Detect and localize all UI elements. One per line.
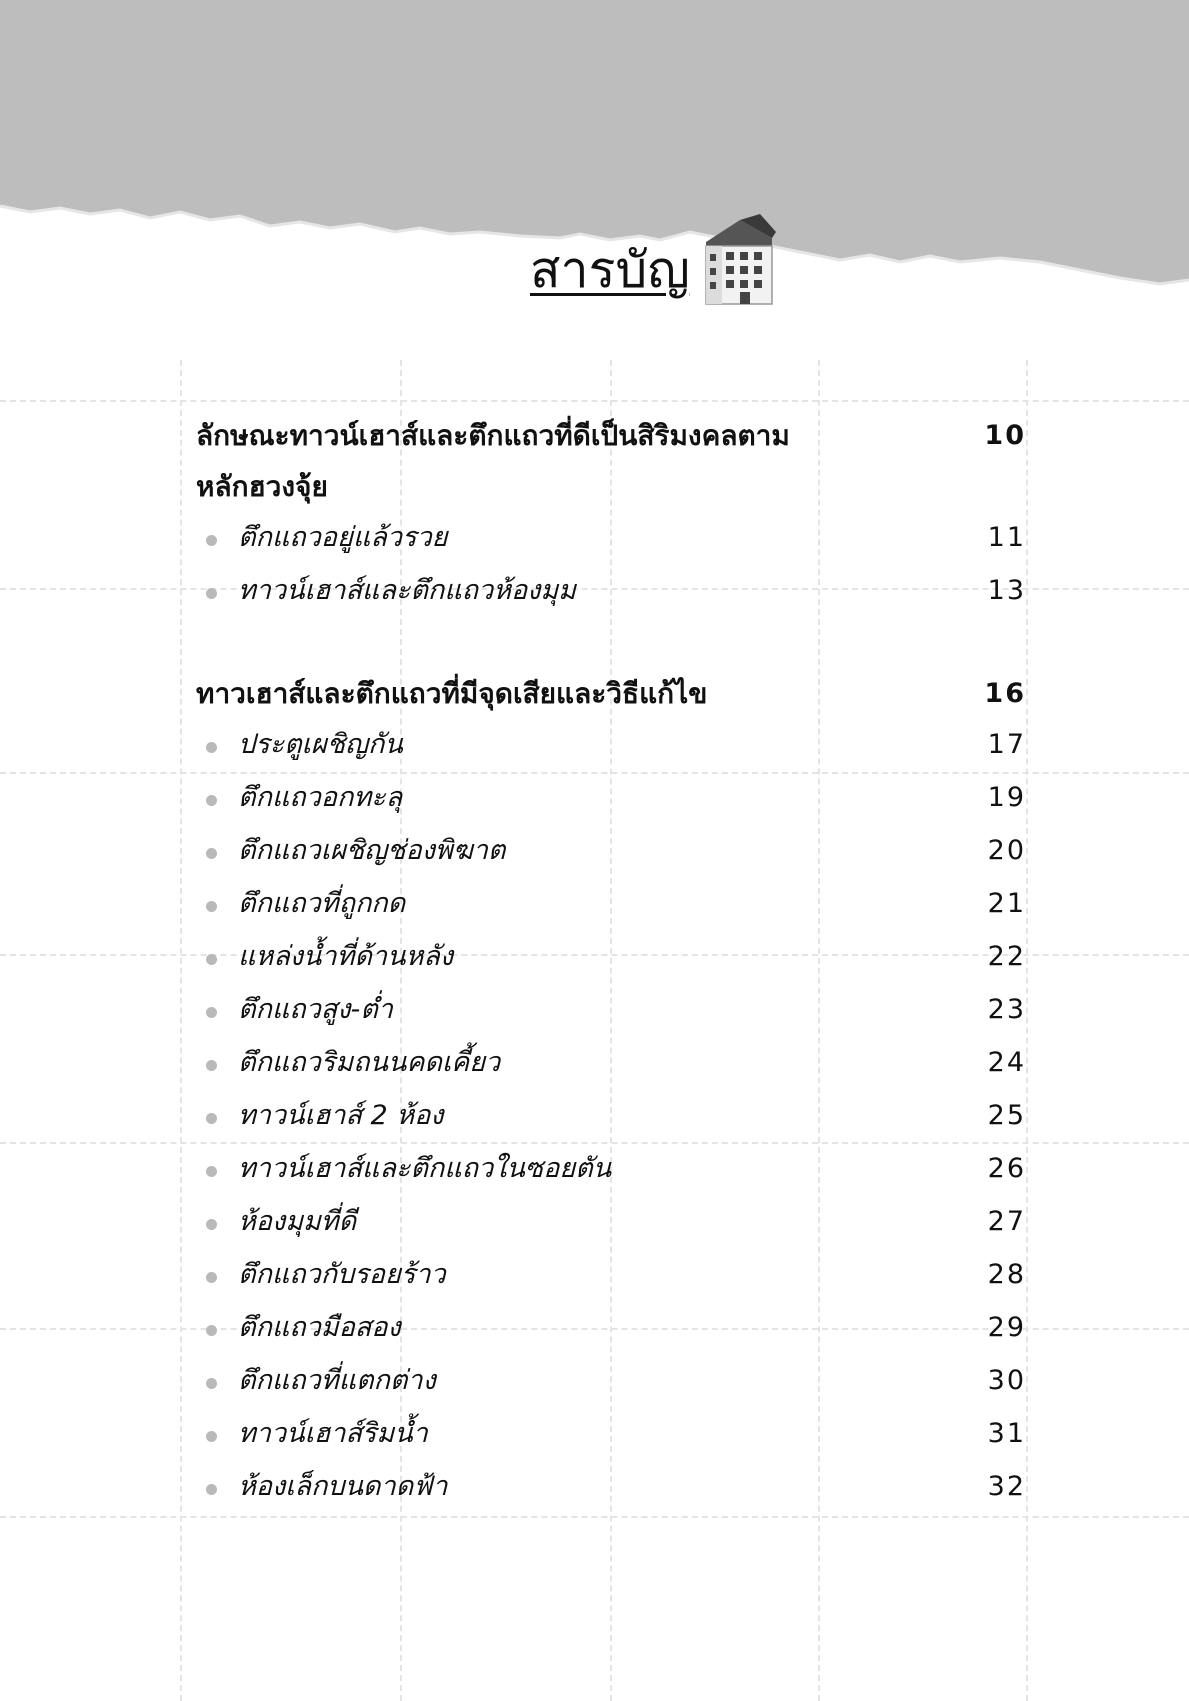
bullet-icon <box>206 1272 217 1283</box>
toc-list <box>196 719 1030 1514</box>
building-icon <box>700 212 778 308</box>
toc-item-label: ห้องมุมที่ดี <box>238 1206 357 1237</box>
toc-section-heading[interactable] <box>196 410 1030 512</box>
page-number: 31 <box>987 1418 1026 1449</box>
toc-item[interactable] <box>196 772 1030 825</box>
page-number: 13 <box>987 575 1026 606</box>
page-number: 17 <box>987 729 1026 760</box>
page-number: 30 <box>987 1365 1026 1396</box>
toc-item[interactable] <box>196 1090 1030 1143</box>
bullet-icon <box>206 1060 217 1071</box>
toc-item-label: ตึกแถวที่แตกต่าง <box>238 1365 436 1396</box>
toc-section <box>196 668 1030 1514</box>
toc-item-label: ตึกแถวกับรอยร้าว <box>238 1259 446 1290</box>
bullet-icon <box>206 588 217 599</box>
bullet-icon <box>206 901 217 912</box>
page-number: 27 <box>987 1206 1026 1237</box>
page-number: 26 <box>987 1153 1026 1184</box>
bullet-icon <box>206 1007 217 1018</box>
bullet-icon <box>206 1166 217 1177</box>
toc-item[interactable] <box>196 1302 1030 1355</box>
bullet-icon <box>206 535 217 546</box>
table-of-contents <box>196 410 1030 1564</box>
bullet-icon <box>206 1219 217 1230</box>
page-title: สารบัญ <box>530 241 690 299</box>
toc-section <box>196 410 1030 618</box>
bullet-icon <box>206 1378 217 1389</box>
toc-item[interactable] <box>196 1196 1030 1249</box>
toc-item[interactable] <box>196 1408 1030 1461</box>
page-number: 22 <box>987 941 1026 972</box>
bullet-icon <box>206 1325 217 1336</box>
bullet-icon <box>206 1113 217 1124</box>
page-number: 29 <box>987 1312 1026 1343</box>
page-number: 16 <box>984 678 1026 709</box>
toc-item[interactable] <box>196 984 1030 1037</box>
page-number: 28 <box>987 1259 1026 1290</box>
toc-item[interactable] <box>196 1461 1030 1514</box>
page-number: 23 <box>987 994 1026 1025</box>
toc-item[interactable] <box>196 1355 1030 1408</box>
bullet-icon <box>206 742 217 753</box>
toc-section-heading[interactable] <box>196 668 1030 719</box>
grid-line <box>0 400 1189 402</box>
toc-item[interactable] <box>196 878 1030 931</box>
toc-item-label: ตึกแถวเผชิญช่องพิฆาต <box>238 835 506 866</box>
page-number: 32 <box>987 1471 1026 1502</box>
toc-item[interactable] <box>196 931 1030 984</box>
bullet-icon <box>206 795 217 806</box>
toc-item[interactable] <box>196 512 1030 565</box>
toc-item-label: ทาวน์เฮาส์ริมน้ำ <box>238 1418 428 1449</box>
toc-list <box>196 512 1030 618</box>
toc-item-label: ตึกแถวอกทะลุ <box>238 782 403 813</box>
page-number: 11 <box>987 522 1026 553</box>
toc-item-label: ตึกแถวที่ถูกกด <box>238 888 406 919</box>
toc-item-label: ประตูเผชิญกัน <box>238 729 403 760</box>
page-number: 19 <box>987 782 1026 813</box>
toc-item-label: ตึกแถวอยู่แล้วรวย <box>238 522 448 553</box>
toc-item[interactable] <box>196 1037 1030 1090</box>
toc-item-label: ห้องเล็กบนดาดฟ้า <box>238 1471 448 1502</box>
page-number: 25 <box>987 1100 1026 1131</box>
toc-item-label: ทาวน์เฮาส์ 2 ห้อง <box>238 1100 444 1131</box>
section-title: ลักษณะทาวน์เฮาส์และตึกแถวที่ดีเป็นสิริมงคลตามหลักฮวงจุ้ย <box>196 419 790 503</box>
toc-item[interactable] <box>196 825 1030 878</box>
toc-item-label: ตึกแถวสูง-ต่ำ <box>238 994 393 1025</box>
toc-item-label: แหล่งน้ำที่ด้านหลัง <box>238 941 454 972</box>
toc-item[interactable] <box>196 565 1030 618</box>
toc-item[interactable] <box>196 719 1030 772</box>
bullet-icon <box>206 954 217 965</box>
bullet-icon <box>206 1431 217 1442</box>
page-number: 20 <box>987 835 1026 866</box>
page-number: 24 <box>987 1047 1026 1078</box>
toc-item[interactable] <box>196 1249 1030 1302</box>
grid-line <box>180 360 182 1701</box>
page-number: 10 <box>984 420 1026 451</box>
toc-item[interactable] <box>196 1143 1030 1196</box>
toc-item-label: ตึกแถวมือสอง <box>238 1312 401 1343</box>
section-title: ทาวเฮาส์และตึกแถวที่มีจุดเสียและวิธีแก้ไข <box>196 677 708 710</box>
bullet-icon <box>206 1484 217 1495</box>
toc-item-label: ทาวน์เฮาส์และตึกแถวในซอยตัน <box>238 1153 612 1184</box>
toc-item-label: ตึกแถวริมถนนคดเคี้ยว <box>238 1047 501 1078</box>
bullet-icon <box>206 848 217 859</box>
toc-item-label: ทาวน์เฮาส์และตึกแถวห้องมุม <box>238 575 576 606</box>
page-number: 21 <box>987 888 1026 919</box>
